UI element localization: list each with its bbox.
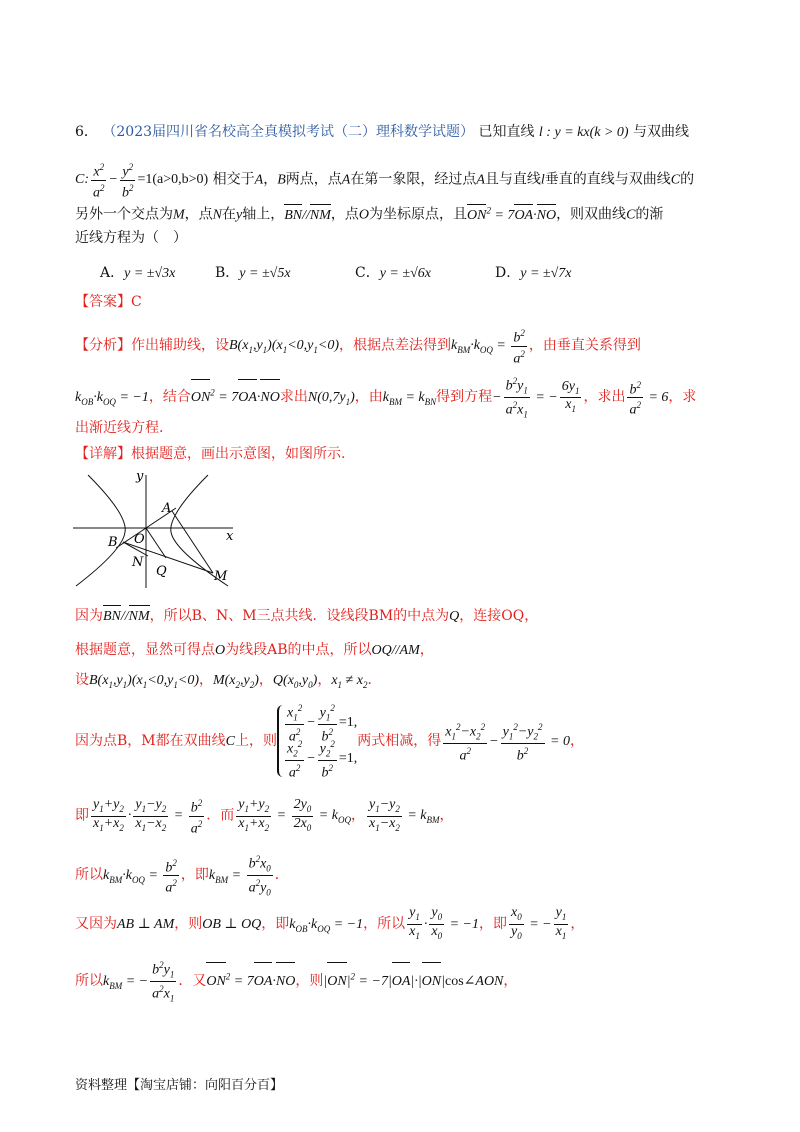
text: ，结合 — [148, 389, 191, 406]
label-b: B — [108, 535, 118, 550]
detail-line-7: 又因为AB ⊥ AM，则OB ⊥ OQ，即$k_{OB}\cdot k_{OQ} = -1$，所以 $\frac{y_1}{x_1}$ · $\frac{y_0}{x_0}$ = −1，即 $\frac{x_0}{y_0}$ = − $\frac{y_1}{x_1}$ ， — [75, 905, 585, 942]
text: 设 — [75, 672, 89, 688]
text: ，即 — [180, 867, 209, 884]
line-equation: l : y = kx(k > 0) — [538, 125, 629, 140]
text: ，由 — [354, 389, 383, 406]
text: ．又 — [178, 973, 207, 990]
detail-tag: 【详解】 — [75, 446, 131, 462]
text: 另外一个交点为 — [75, 206, 173, 223]
detail-line-1: 因为BN//NM，所以B、N、M三点共线．设线段BM的中点为Q，连接OQ， — [75, 606, 538, 627]
detail-line-2: 根据题意，显然可得点O为线段AB的中点，所以OQ//AM， — [75, 642, 434, 658]
text: ，由垂直关系得到 — [528, 337, 641, 354]
text: 即 — [75, 807, 89, 824]
text: 已知直线 — [478, 124, 535, 140]
hyperbola-equation: C: $\frac{x^2}{a^2}$ − $\frac{y^2}{b^2}$ =1(a>0,b>0) — [75, 162, 209, 201]
question-number: 6． — [75, 124, 98, 140]
option-label: A． — [100, 265, 125, 281]
question-line-2: C: $\frac{x^2}{a^2}$ − $\frac{y^2}{b^2}$ =1(a>0,b>0) 相交于A，B两点，点A在第一象限，经过点A且与直线l垂直的直线与双曲线C的 — [75, 162, 695, 201]
text: ，则 — [174, 916, 203, 932]
option-label: C． — [355, 265, 380, 281]
analysis-line-3: 出渐近线方程. — [75, 420, 164, 436]
text: ， — [419, 642, 434, 658]
text: ，所以B、N、M三点共线．设线段BM的中点为 — [149, 608, 450, 624]
text: ，即 — [261, 916, 290, 932]
text: ．而 — [206, 807, 235, 824]
option-b — [215, 262, 291, 282]
text: 在 — [222, 206, 237, 223]
detail-line-3: 设$B(x_1,y_1)(x_1<0,y_1<0)$，$M(x_2,y_2)$，$Q(x_0,y_0)$，$x_1 \ne x_2$． — [75, 672, 382, 690]
text: 的渐 — [635, 206, 664, 223]
text: 得到方程 — [436, 389, 493, 406]
question-line-1 — [75, 122, 689, 143]
text: 轴上， — [242, 206, 285, 223]
detail-line-8: 所以$k_{BM}$ = − $\frac{b^2y_1}{a^2x_1}$ ．又$ON^2 = 7OA\cdot NO$，则$|ON|^2$ = −7|OA|·|ON|cos∠AON， — [75, 960, 518, 1004]
text: 为坐标原点，且 — [369, 206, 468, 223]
option-d — [495, 262, 571, 282]
option-label: D． — [495, 265, 521, 281]
question-source: （2023届四川省名校高全真模拟考试（二）理科数学试题） — [102, 124, 475, 140]
detail-line-5: 即 $\frac{y_1+y_2}{x_1+x_2}$ · $\frac{y_1-y_2}{x_1-x_2}$ = $\frac{b^2}{a^2}$ ．而 $\frac{y_1+y_2}{x_1+x_2}$ = $\frac{2y_0}{2x_0}$ = $k_{OQ}$， $\frac{y_1-y_2}{x_1-x_2}$ = $k_{BM}$， — [75, 796, 454, 837]
label-n: N — [132, 555, 144, 570]
text: ，则 — [295, 973, 324, 990]
text: 与双曲线 — [633, 124, 690, 140]
label-a: A — [162, 501, 172, 516]
answer — [75, 292, 142, 312]
detail-line-4: 因为点B，M都在双曲线C上，则 $\frac{x_1^2}{a^2}$ − $\frac{y_1^2}{b^2}$ =1, $\frac{x_2^2}{a^2}$ − $\frac{y_2^2}{b^2}$ =1, 两式相减，得 $\frac{x_1^2-x_2^2}{a^2}$ − $\frac{y_1^2-y_2^2}{b^2}$ = 0， — [75, 702, 584, 782]
text: 两式相减，得 — [357, 733, 442, 749]
footer: 资料整理【淘宝店铺：向阳百分百】 — [75, 1078, 284, 1093]
text: ，即 — [478, 916, 507, 932]
label-q: Q — [156, 564, 167, 579]
text: 的 — [680, 171, 695, 188]
analysis-tag: 【分析】 — [75, 337, 131, 354]
option-label: B． — [215, 265, 240, 281]
text: 根据题意，画出示意图，如图所示. — [131, 446, 346, 462]
option-value: y = ±√3x — [124, 266, 176, 281]
equation-system: $\frac{x_1^2}{a^2}$ − $\frac{y_1^2}{b^2}$ =1, $\frac{x_2^2}{a^2}$ − $\frac{y_2^2}{b^2}$ =1, — [277, 705, 357, 777]
text: 因为点B，M都在双曲线 — [75, 733, 226, 749]
text: 根据题意，显然可得点 — [75, 642, 215, 658]
text: ，求 — [668, 389, 697, 406]
text: 上，则 — [234, 733, 277, 749]
text: 相交于 — [212, 171, 255, 188]
text: 垂直的直线与双曲线 — [544, 171, 671, 188]
option-c — [355, 262, 431, 282]
left-branch — [76, 475, 125, 586]
label-y: y — [136, 470, 144, 484]
text: ，根据点差法得到 — [338, 337, 451, 354]
text: ，所以 — [363, 916, 406, 932]
text: 求出 — [279, 389, 308, 406]
hyperbola-diagram — [68, 470, 248, 590]
text: 所以 — [75, 973, 103, 990]
answer-tag: 【答案】 — [75, 294, 131, 310]
text: 且与直线 — [484, 171, 541, 188]
text: ，连接OQ， — [459, 608, 539, 624]
text: ，点 — [330, 206, 359, 223]
option-a — [100, 262, 175, 282]
analysis-line-2: $k_{OB}\cdot k_{OQ} = -1$，结合$ON^2 = 7OA\cdot NO$求出$N(0,7y_1)$，由$k_{BM} = k_{BN}$得到方程− $\frac{b^2y_1}{a^2x_1}$ = − $\frac{6y_1}{x_1}$ ，求出 $\frac{b^2}{a^2}$ = 6，求 — [75, 376, 697, 420]
question-line-3: 另外一个交点为M，点N在y轴上，BN//NM，点O为坐标原点，且$ON^2 = 7OA\cdot NO$，则双曲线C的渐 — [75, 200, 663, 226]
label-x: x — [226, 529, 234, 544]
option-value: y = ±√7x — [520, 266, 572, 281]
text: ，求出 — [583, 389, 626, 406]
text: 在第一象限，经过点 — [350, 171, 477, 188]
text: 作出辅助线，设 — [131, 337, 229, 354]
question-line-4: 近线方程为（ ） — [75, 230, 187, 246]
label-m: M — [214, 569, 228, 584]
text: ，点 — [184, 206, 213, 223]
detail-intro — [75, 444, 345, 464]
option-value: y = ±√5x — [239, 266, 291, 281]
text: 为线段AB的中点，所以 — [225, 642, 372, 658]
text: 又因为 — [75, 916, 117, 932]
text: 因为 — [75, 608, 103, 624]
detail-line-6: 所以$k_{BM}\cdot k_{OQ}$ = $\frac{b^2}{a^2}$ ，即$k_{BM}$ = $\frac{b^2x_0}{a^2y_0}$ ． — [75, 854, 289, 898]
analysis-line-1: 【分析】作出辅助线，设$B(x_1,y_1)(x_1<0,y_1<0)$，根据点差法得到$k_{BM}\cdot k_{OQ}$ = $\frac{b^2}{a^2}$ ，由垂直关系得到 — [75, 328, 641, 367]
answer-value: C — [131, 294, 142, 310]
text: ，则双曲线 — [556, 206, 627, 223]
segment-am — [172, 511, 213, 573]
text: 所以 — [75, 867, 103, 884]
option-value: y = ±√6x — [379, 266, 431, 281]
text: 两点，点 — [285, 171, 342, 188]
label-o: O — [134, 532, 145, 547]
